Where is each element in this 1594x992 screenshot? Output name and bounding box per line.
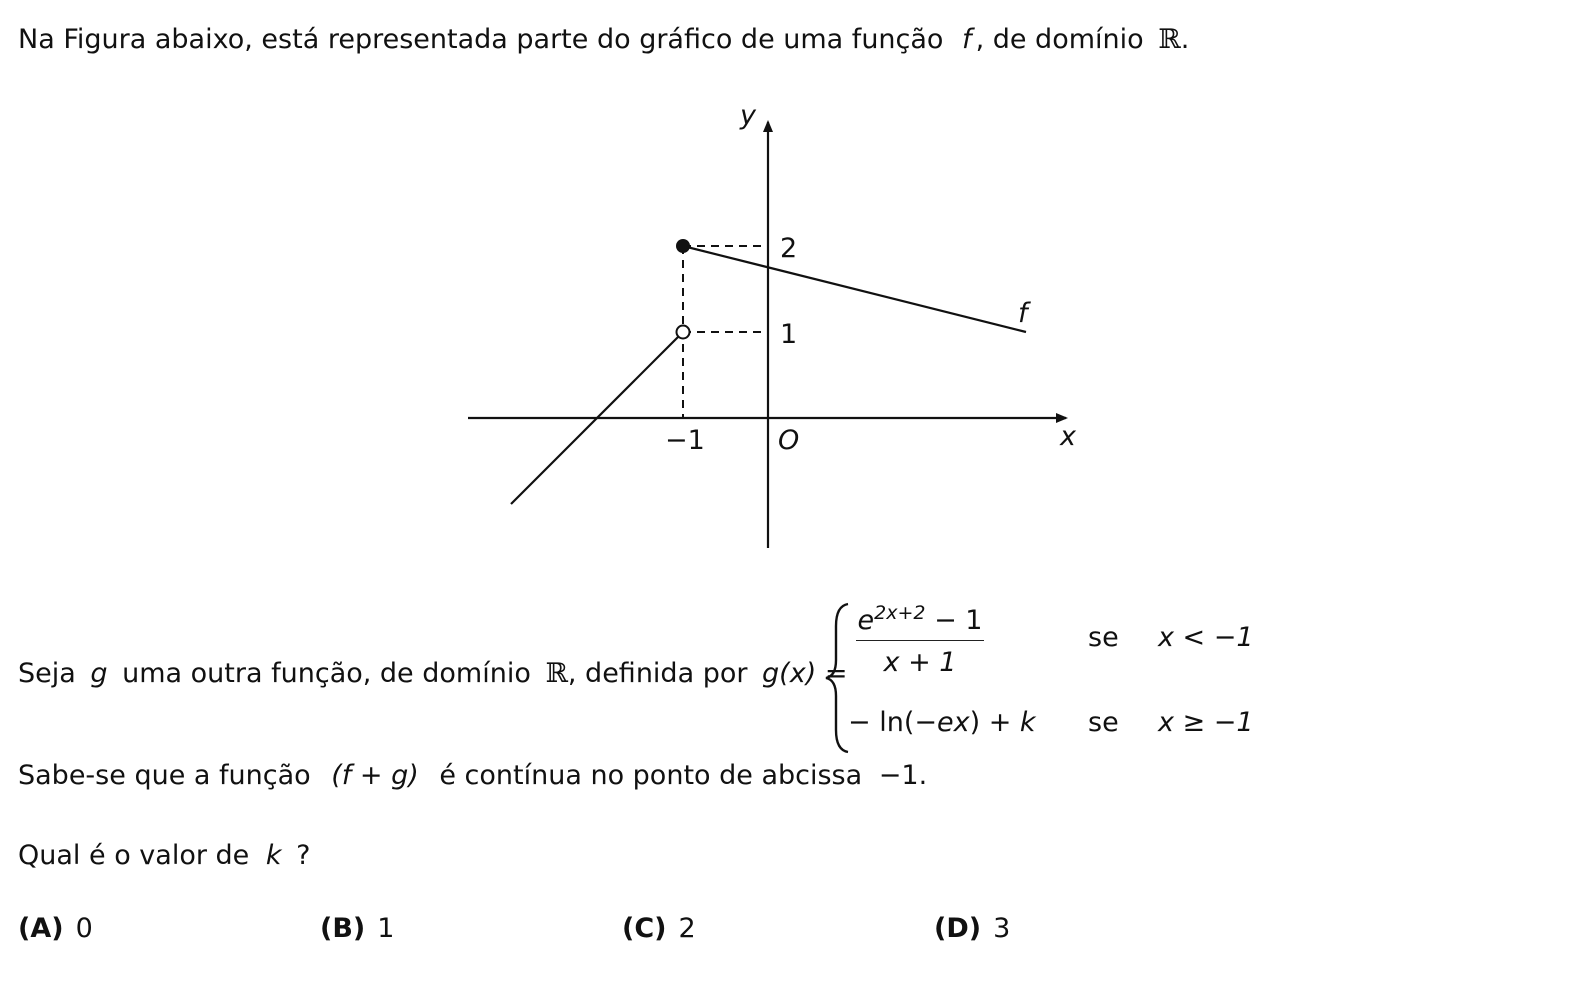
question-mark: ? [296, 840, 311, 871]
option-c-value: 2 [678, 913, 696, 944]
case1-se: se [1088, 622, 1119, 653]
g-def-text: Seja [18, 658, 76, 689]
case1-condition: x < −1 [1158, 622, 1254, 653]
sum-function: (f + g) [331, 760, 419, 791]
continuity-sentence [18, 760, 927, 791]
function-name-f: f [962, 24, 972, 55]
option-a-letter: (A) [18, 913, 64, 944]
tick-label-y2: 2 [780, 233, 798, 264]
option-d[interactable] [934, 913, 1010, 944]
option-a-value: 0 [75, 913, 93, 944]
option-a[interactable] [18, 913, 93, 944]
intro-text-2: , de domínio [975, 24, 1144, 55]
continuity-text-2: é contínua no ponto de abcissa [439, 760, 863, 791]
origin-label: O [778, 425, 800, 456]
real-numbers-symbol-2: ℝ [545, 658, 568, 689]
continuity-text: Sabe-se que a função [18, 760, 311, 791]
option-b-letter: (B) [320, 913, 366, 944]
closed-point [676, 239, 690, 253]
abscissa-value: −1. [878, 760, 928, 791]
intro-period: . [1180, 24, 1190, 55]
tick-label-x-minus1: −1 [665, 425, 705, 456]
f-right-branch [683, 246, 1026, 332]
case2-condition: x ≥ −1 [1158, 707, 1254, 738]
g-definition-sentence [18, 658, 847, 689]
option-c[interactable] [622, 913, 696, 944]
option-b[interactable] [320, 913, 394, 944]
question [18, 840, 310, 871]
constant-k: k [265, 840, 282, 871]
x-axis-label: x [1060, 421, 1076, 452]
intro-text: Na Figura abaixo, está representada parte do gráfico de uma função [18, 24, 944, 55]
real-numbers-symbol: ℝ [1158, 24, 1181, 55]
open-point [677, 326, 690, 339]
option-d-letter: (D) [934, 913, 982, 944]
case2-expression: − ln(−ex) + k [848, 707, 1036, 738]
case1-denominator: x + 1 [883, 647, 957, 678]
option-d-value: 3 [993, 913, 1011, 944]
g-def-text-2: uma outra função, de domínio [122, 658, 531, 689]
g-of-x: g(x) = [762, 658, 848, 689]
g-def-text-3: , definida por [567, 658, 748, 689]
option-b-value: 1 [377, 913, 395, 944]
curve-label-f: f [1018, 298, 1028, 329]
case1-fraction [856, 602, 984, 678]
function-graph [460, 100, 1100, 555]
function-name-g: g [90, 658, 108, 689]
f-left-branch [511, 336, 679, 504]
option-c-letter: (C) [622, 913, 667, 944]
question-text: Qual é o valor de [18, 840, 250, 871]
y-axis-label: y [740, 100, 756, 131]
tick-label-y1: 1 [780, 319, 798, 350]
case2-se: se [1088, 707, 1119, 738]
intro-sentence [18, 24, 1189, 55]
case1-numerator: $e^{2x+2} - 1$ [856, 602, 984, 641]
